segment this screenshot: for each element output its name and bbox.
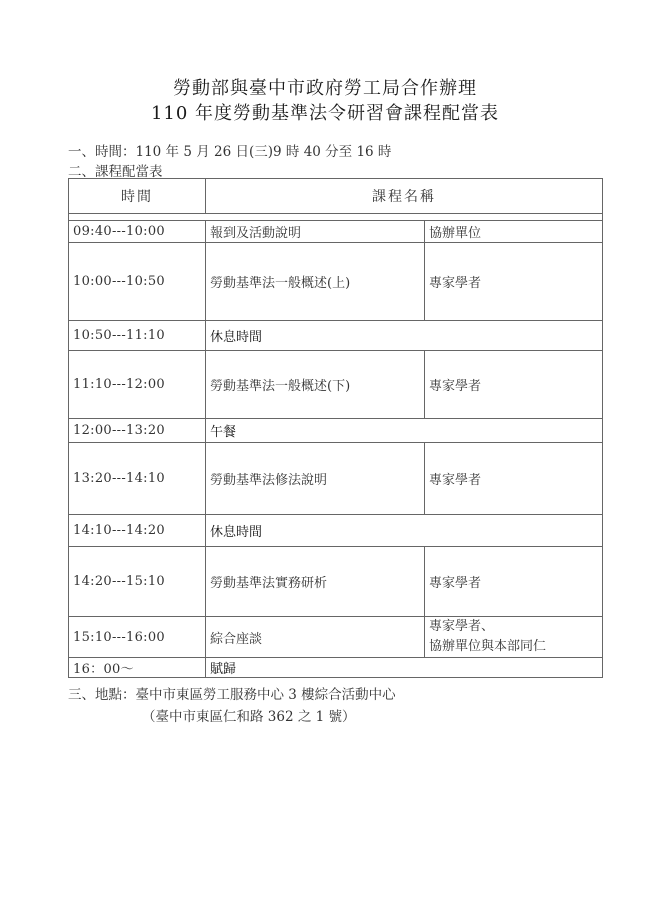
row-course: 勞動基準法一般概述(下) bbox=[206, 351, 425, 419]
table-row bbox=[69, 419, 603, 443]
row-speaker-line2: 協辦單位與本部同仁 bbox=[429, 639, 547, 654]
row-speaker: 專家學者 bbox=[425, 443, 603, 515]
document-title-line2: 110 年度勞動基準法令研習會課程配當表 bbox=[150, 103, 500, 124]
row-course: 勞動基準法一般概述(上) bbox=[206, 243, 425, 321]
row-time: 09:40---10:00 bbox=[69, 221, 206, 243]
row-time: 12:00---13:20 bbox=[69, 419, 206, 443]
header-course: 課程名稱 bbox=[206, 179, 603, 214]
row-course: 賦歸 bbox=[206, 658, 603, 678]
table-row bbox=[69, 221, 603, 243]
section-schedule-heading: 二、課程配當表 bbox=[68, 164, 163, 180]
row-course: 綜合座談 bbox=[206, 617, 425, 658]
table-row bbox=[69, 658, 603, 678]
table-row bbox=[69, 515, 603, 547]
row-course: 報到及活動說明 bbox=[206, 221, 425, 243]
table-row bbox=[69, 547, 603, 617]
row-course: 午餐 bbox=[206, 419, 603, 443]
row-time: 14:10---14:20 bbox=[69, 515, 206, 547]
row-time: 11:10---12:00 bbox=[69, 351, 206, 419]
table-header-row bbox=[69, 179, 603, 214]
row-time: 10:00---10:50 bbox=[69, 243, 206, 321]
row-time: 13:20---14:10 bbox=[69, 443, 206, 515]
table-row bbox=[69, 617, 603, 658]
event-address: （臺中市東區仁和路 362 之 1 號） bbox=[142, 709, 356, 725]
row-time: 10:50---11:10 bbox=[69, 321, 206, 351]
row-time: 15:10---16:00 bbox=[69, 617, 206, 658]
row-speaker-line1: 專家學者、 bbox=[429, 619, 495, 634]
table-row bbox=[69, 321, 603, 351]
row-speaker: 專家學者 bbox=[425, 351, 603, 419]
document-title-line1: 勞動部與臺中市政府勞工局合作辦理 bbox=[173, 78, 477, 99]
schedule-table bbox=[68, 178, 603, 678]
row-course: 休息時間 bbox=[206, 515, 603, 547]
event-time: 一、時間：110 年 5 月 26 日(三)9 時 40 分至 16 時 bbox=[68, 144, 392, 160]
table-row bbox=[69, 351, 603, 419]
row-speaker bbox=[425, 617, 603, 658]
row-course: 勞動基準法修法說明 bbox=[206, 443, 425, 515]
row-time: 16：00～ bbox=[69, 658, 206, 678]
row-speaker: 協辦單位 bbox=[425, 221, 603, 243]
header-time: 時間 bbox=[69, 179, 206, 214]
row-speaker: 專家學者 bbox=[425, 547, 603, 617]
event-location: 三、地點：臺中市東區勞工服務中心 3 樓綜合活動中心 bbox=[68, 687, 396, 703]
table-spacer bbox=[69, 214, 603, 221]
table-row bbox=[69, 443, 603, 515]
table-row bbox=[69, 243, 603, 321]
row-course: 休息時間 bbox=[206, 321, 603, 351]
row-time: 14:20---15:10 bbox=[69, 547, 206, 617]
row-course: 勞動基準法實務研析 bbox=[206, 547, 425, 617]
row-speaker: 專家學者 bbox=[425, 243, 603, 321]
